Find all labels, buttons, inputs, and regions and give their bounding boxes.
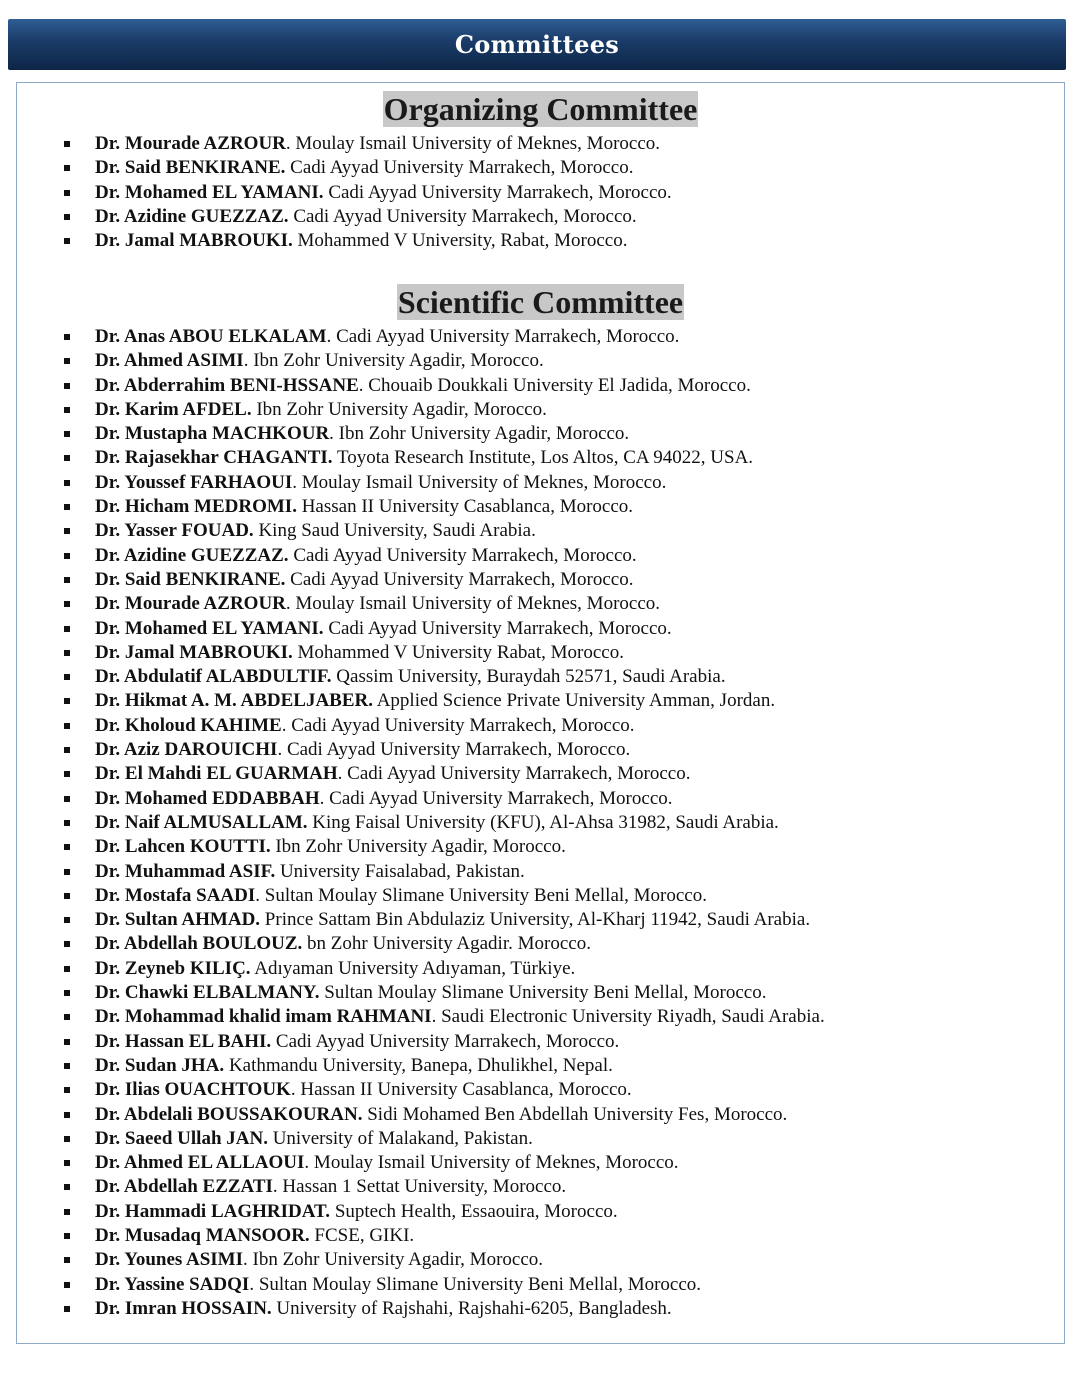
square-bullet-icon	[64, 1282, 70, 1288]
square-bullet-icon	[64, 1039, 70, 1045]
member-affiliation: . Saudi Electronic University Riyadh, Saudi Arabia.	[431, 1006, 825, 1028]
list-item	[17, 617, 1057, 641]
member-name: Dr. Muhammad ASIF.	[95, 860, 276, 882]
member-affiliation: Cadi Ayyad University Marrakech, Morocco.	[288, 205, 637, 227]
square-bullet-icon	[64, 1087, 70, 1093]
list-item	[17, 446, 1057, 470]
member-name: Dr. Jamal MABROUKI.	[95, 641, 293, 663]
square-bullet-icon	[64, 820, 70, 826]
square-bullet-icon	[64, 334, 70, 340]
list-item	[17, 811, 1057, 835]
list-item	[17, 957, 1057, 981]
member-name: Dr. Mohamed EDDABBAH	[95, 787, 320, 809]
member-affiliation: . Moulay Ismail University of Meknes, Morocco.	[285, 593, 661, 615]
square-bullet-icon	[64, 747, 70, 753]
member-affiliation: . Moulay Ismail University of Meknes, Morocco.	[292, 471, 667, 493]
square-bullet-icon	[64, 407, 70, 413]
square-bullet-icon	[64, 1014, 70, 1020]
list-item	[17, 738, 1057, 762]
member-name: Dr. Yasser FOUAD.	[95, 520, 254, 542]
square-bullet-icon	[64, 650, 70, 656]
member-name: Dr. Said BENKIRANE.	[95, 157, 286, 179]
list-item	[17, 471, 1057, 495]
square-bullet-icon	[64, 1209, 70, 1215]
square-bullet-icon	[64, 601, 70, 607]
member-affiliation: Hassan II University Casablanca, Morocco.	[296, 496, 634, 518]
member-name: Dr. Abdulatif ALABDULTIF.	[95, 666, 332, 688]
list-item	[17, 884, 1057, 908]
square-bullet-icon	[64, 1160, 70, 1166]
member-name: Dr. Azidine GUEZZAZ.	[95, 544, 289, 566]
square-bullet-icon	[64, 1184, 70, 1190]
member-affiliation: . Ibn Zohr University Agadir, Morocco.	[329, 423, 630, 445]
member-affiliation: Sultan Moulay Slimane University Beni Mellal, Morocco.	[319, 982, 767, 1004]
member-name: Dr. Kholoud KAHIME	[95, 714, 282, 736]
member-affiliation: . Sultan Moulay Slimane University Beni Mellal, Morocco.	[249, 1273, 702, 1295]
member-name: Dr. El Mahdi EL GUARMAH	[95, 763, 338, 785]
member-affiliation: University of Malakand, Pakistan.	[267, 1127, 533, 1149]
square-bullet-icon	[64, 238, 70, 244]
square-bullet-icon	[64, 1257, 70, 1263]
scientific-committee-title: Scientific Committee	[397, 284, 684, 320]
square-bullet-icon	[64, 626, 70, 632]
scientific-committee-heading	[17, 284, 1064, 320]
member-name: Dr. Mohammad khalid imam RAHMANI	[95, 1006, 432, 1028]
list-item	[17, 349, 1057, 373]
page-title: Committees	[454, 30, 620, 59]
square-bullet-icon	[64, 383, 70, 389]
member-affiliation: . Cadi Ayyad University Marrakech, Morocco.	[319, 787, 673, 809]
list-item	[17, 1030, 1057, 1054]
square-bullet-icon	[64, 431, 70, 437]
square-bullet-icon	[64, 141, 70, 147]
square-bullet-icon	[64, 990, 70, 996]
list-item	[17, 1175, 1057, 1199]
member-name: Dr. Youssef FARHAOUI	[95, 471, 293, 493]
member-name: Dr. Lahcen KOUTTI.	[95, 836, 271, 858]
member-name: Dr. Sultan AHMAD.	[95, 909, 261, 931]
list-item	[17, 325, 1057, 349]
list-item	[17, 1103, 1057, 1127]
member-affiliation: Toyota Research Institute, Los Altos, CA 94022, USA.	[332, 447, 754, 469]
member-affiliation: Cadi Ayyad University Marrakech, Morocco.	[285, 157, 634, 179]
member-affiliation: . Hassan II University Casablanca, Morocco.	[290, 1079, 632, 1101]
member-name: Dr. Karim AFDEL.	[95, 398, 252, 420]
square-bullet-icon	[64, 966, 70, 972]
member-affiliation: . Sultan Moulay Slimane University Beni Mellal, Morocco.	[255, 884, 707, 906]
square-bullet-icon	[64, 190, 70, 196]
list-item	[17, 156, 1057, 180]
member-name: Dr. Musadaq MANSOOR.	[95, 1224, 310, 1246]
list-item	[17, 835, 1057, 859]
list-item	[17, 860, 1057, 884]
member-name: Dr. Hikmat A. M. ABDELJABER.	[95, 690, 373, 712]
member-name: Dr. Anas ABOU ELKALAM	[95, 326, 327, 347]
member-name: Dr. Hicham MEDROMI.	[95, 496, 297, 518]
member-name: Dr. Ilias OUACHTOUK	[95, 1079, 291, 1101]
member-name: Dr. Imran HOSSAIN.	[95, 1297, 272, 1319]
organizing-committee-list	[17, 132, 1057, 253]
square-bullet-icon	[64, 869, 70, 875]
member-affiliation: Cadi Ayyad University Marrakech, Morocco.	[288, 544, 637, 566]
list-item	[17, 1151, 1057, 1175]
square-bullet-icon	[64, 723, 70, 729]
member-name: Dr. Mustapha MACHKOUR	[95, 423, 330, 445]
list-item	[17, 1054, 1057, 1078]
list-item	[17, 495, 1057, 519]
list-item	[17, 665, 1057, 689]
square-bullet-icon	[64, 917, 70, 923]
square-bullet-icon	[64, 528, 70, 534]
member-affiliation: Mohammed V University, Rabat, Morocco.	[292, 230, 628, 252]
list-item	[17, 1224, 1057, 1248]
organizing-committee-title: Organizing Committee	[383, 91, 698, 127]
member-name: Dr. Abdelali BOUSSAKOURAN.	[95, 1103, 363, 1125]
square-bullet-icon	[64, 214, 70, 220]
member-affiliation: King Faisal University (KFU), Al-Ahsa 31982, Saudi Arabia.	[307, 811, 779, 833]
member-affiliation: . Chouaib Doukkali University El Jadida, Morocco.	[358, 374, 751, 396]
member-affiliation: . Ibn Zohr University Agadir, Morocco.	[243, 350, 544, 372]
member-name: Dr. Aziz DAROUICHI	[95, 739, 278, 761]
list-item	[17, 714, 1057, 738]
scientific-committee-list	[17, 325, 1057, 1321]
member-affiliation: Kathmandu University, Banepa, Dhulikhel, Nepal.	[224, 1054, 613, 1076]
member-affiliation: Cadi Ayyad University Marrakech, Morocco.	[285, 568, 634, 590]
member-affiliation: Sidi Mohamed Ben Abdellah University Fes, Morocco.	[362, 1103, 788, 1125]
member-name: Dr. Abdellah EZZATI	[95, 1176, 273, 1198]
square-bullet-icon	[64, 1112, 70, 1118]
member-name: Dr. Hassan EL BAHI.	[95, 1030, 272, 1052]
list-item	[17, 568, 1057, 592]
square-bullet-icon	[64, 1306, 70, 1312]
list-item	[17, 1248, 1057, 1272]
square-bullet-icon	[64, 358, 70, 364]
member-affiliation: . Moulay Ismail University of Meknes, Morocco.	[285, 133, 661, 154]
square-bullet-icon	[64, 480, 70, 486]
square-bullet-icon	[64, 844, 70, 850]
list-item	[17, 1078, 1057, 1102]
member-name: Dr. Sudan JHA.	[95, 1054, 225, 1076]
member-affiliation: Prince Sattam Bin Abdulaziz University, Al-Kharj 11942, Saudi Arabia.	[260, 909, 811, 931]
organizing-committee-heading	[17, 91, 1064, 127]
member-affiliation: University Faisalabad, Pakistan.	[275, 860, 525, 882]
square-bullet-icon	[64, 553, 70, 559]
member-name: Dr. Jamal MABROUKI.	[95, 230, 293, 252]
member-affiliation: . Cadi Ayyad University Marrakech, Morocco.	[326, 326, 680, 347]
list-item	[17, 374, 1057, 398]
member-name: Dr. Naif ALMUSALLAM.	[95, 811, 308, 833]
list-item	[17, 1200, 1057, 1224]
list-item	[17, 1273, 1057, 1297]
list-item	[17, 981, 1057, 1005]
committees-banner	[8, 19, 1066, 70]
member-affiliation: . Moulay Ismail University of Meknes, Morocco.	[304, 1152, 679, 1174]
member-affiliation: FCSE, GIKI.	[309, 1224, 415, 1246]
square-bullet-icon	[64, 1063, 70, 1069]
member-affiliation: University of Rajshahi, Rajshahi-6205, Bangladesh.	[271, 1297, 672, 1319]
member-name: Dr. Mostafa SAADI	[95, 884, 256, 906]
member-name: Dr. Mohamed EL YAMANI.	[95, 617, 324, 639]
member-affiliation: Cadi Ayyad University Marrakech, Morocco.	[323, 181, 672, 203]
member-affiliation: . Cadi Ayyad University Marrakech, Morocco.	[337, 763, 691, 785]
list-item	[17, 787, 1057, 811]
member-affiliation: Applied Science Private University Amman, Jordan.	[373, 690, 776, 712]
content-frame	[16, 82, 1065, 1344]
member-affiliation: Qassim University, Buraydah 52571, Saudi Arabia.	[331, 666, 726, 688]
list-item	[17, 1005, 1057, 1029]
square-bullet-icon	[64, 1233, 70, 1239]
square-bullet-icon	[64, 941, 70, 947]
list-item	[17, 181, 1057, 205]
square-bullet-icon	[64, 504, 70, 510]
member-affiliation: . Cadi Ayyad University Marrakech, Morocco.	[277, 739, 631, 761]
member-name: Dr. Yassine SADQI	[95, 1273, 250, 1295]
square-bullet-icon	[64, 165, 70, 171]
square-bullet-icon	[64, 577, 70, 583]
list-item	[17, 932, 1057, 956]
list-item	[17, 592, 1057, 616]
member-name: Dr. Mourade AZROUR	[95, 593, 286, 615]
member-affiliation: bn Zohr University Agadir. Morocco.	[302, 933, 591, 955]
member-name: Dr. Younes ASIMI	[95, 1249, 243, 1271]
member-affiliation: Adıyaman University Adıyaman, Türkiye.	[250, 957, 576, 979]
member-name: Dr. Abderrahim BENI-HSSANE	[95, 374, 359, 396]
member-name: Dr. Zeyneb KILIÇ.	[95, 957, 251, 979]
member-name: Dr. Hammadi LAGHRIDAT.	[95, 1200, 331, 1222]
member-name: Dr. Rajasekhar CHAGANTI.	[95, 447, 333, 469]
list-item	[17, 762, 1057, 786]
list-item	[17, 641, 1057, 665]
member-name: Dr. Saeed Ullah JAN.	[95, 1127, 268, 1149]
member-name: Dr. Ahmed ASIMI	[95, 350, 244, 372]
list-item	[17, 689, 1057, 713]
square-bullet-icon	[64, 455, 70, 461]
square-bullet-icon	[64, 771, 70, 777]
member-affiliation: Mohammed V University Rabat, Morocco.	[292, 641, 624, 663]
member-affiliation: . Hassan 1 Settat University, Morocco.	[272, 1176, 567, 1198]
square-bullet-icon	[64, 698, 70, 704]
list-item	[17, 229, 1057, 253]
member-affiliation: Cadi Ayyad University Marrakech, Morocco.	[271, 1030, 620, 1052]
list-item	[17, 205, 1057, 229]
member-name: Dr. Mourade AZROUR	[95, 133, 286, 154]
square-bullet-icon	[64, 1136, 70, 1142]
list-item	[17, 132, 1057, 156]
member-name: Dr. Mohamed EL YAMANI.	[95, 181, 324, 203]
member-affiliation: . Ibn Zohr University Agadir, Morocco.	[243, 1249, 544, 1271]
member-name: Dr. Said BENKIRANE.	[95, 568, 286, 590]
list-item	[17, 519, 1057, 543]
square-bullet-icon	[64, 674, 70, 680]
list-item	[17, 398, 1057, 422]
member-affiliation: Cadi Ayyad University Marrakech, Morocco.	[323, 617, 672, 639]
member-affiliation: Ibn Zohr University Agadir, Morocco.	[251, 398, 547, 420]
square-bullet-icon	[64, 796, 70, 802]
square-bullet-icon	[64, 893, 70, 899]
member-affiliation: . Cadi Ayyad University Marrakech, Morocco.	[281, 714, 635, 736]
member-name: Dr. Abdellah BOULOUZ.	[95, 933, 303, 955]
member-affiliation: Ibn Zohr University Agadir, Morocco.	[270, 836, 566, 858]
member-affiliation: King Saud University, Saudi Arabia.	[253, 520, 536, 542]
list-item	[17, 908, 1057, 932]
member-name: Dr. Ahmed EL ALLAOUI	[95, 1152, 305, 1174]
list-item	[17, 1127, 1057, 1151]
member-name: Dr. Azidine GUEZZAZ.	[95, 205, 289, 227]
list-item	[17, 422, 1057, 446]
list-item	[17, 1297, 1057, 1321]
member-affiliation: Suptech Health, Essaouira, Morocco.	[330, 1200, 618, 1222]
list-item	[17, 544, 1057, 568]
member-name: Dr. Chawki ELBALMANY.	[95, 982, 320, 1004]
